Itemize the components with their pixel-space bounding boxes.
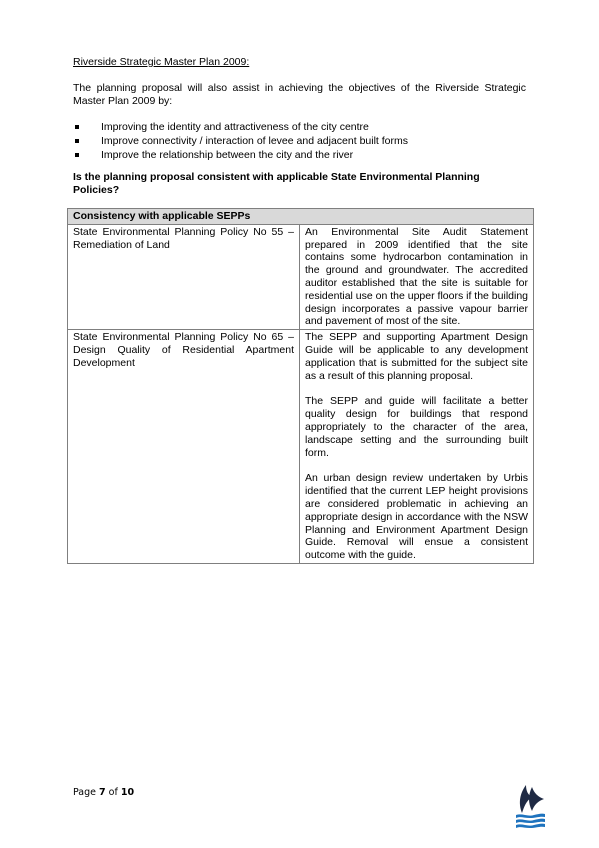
table-row [68, 224, 534, 329]
list-item [73, 148, 526, 162]
bullet-square-icon [75, 125, 79, 129]
comment-paragraph: An urban design review undertaken by Urbis identified that the current LEP height provisions are considered problematic in achieving an appropriate design in accordance with the NSW Planning and Environment Apartment Design Guide. Removal will ensue a consistent outcome with the guide. [305, 472, 529, 562]
objectives-list [73, 120, 526, 162]
table-header-row [68, 209, 534, 225]
list-item [73, 120, 526, 134]
page-number-total: 10 [120, 787, 135, 798]
page-number-current: 7 [99, 787, 106, 798]
footer-separator: of [105, 787, 121, 798]
policy-cell: State Environmental Planning Policy No 55 – Remediation of Land [68, 224, 300, 329]
footer-prefix: Page [73, 787, 100, 798]
list-item-text: Improve connectivity / interaction of levee and adjacent built forms [101, 135, 408, 147]
list-item-text: Improve the relationship between the city and the river [101, 149, 354, 161]
table-row [68, 330, 534, 564]
intro-paragraph: The planning proposal will also assist in achieving the objectives of the Riverside Strategic Master Plan 2009 by: [73, 82, 526, 107]
page-footer [73, 787, 134, 798]
policy-cell: State Environmental Planning Policy No 65 – Design Quality of Residential Apartment Development [68, 330, 300, 564]
bullet-square-icon [75, 139, 79, 143]
comment-paragraph: The SEPP and guide will facilitate a better quality design for buildings that respond appropriately to the character of the area, landscape setting and the surrounding built form. [305, 395, 529, 459]
comment-paragraph: The SEPP and supporting Apartment Design Guide will be applicable to any development application that is submitted for the subject site as a result of this planning proposal. [305, 331, 529, 382]
sepp-consistency-table [67, 208, 534, 564]
bullet-square-icon [75, 153, 79, 157]
question-heading: Is the planning proposal consistent with applicable State Environmental Planning Policies? [73, 171, 480, 196]
comment-cell [300, 224, 534, 329]
comment-cell [300, 330, 534, 564]
table-header: Consistency with applicable SEPPs [68, 209, 534, 225]
section-heading: Riverside Strategic Master Plan 2009: [73, 56, 250, 68]
comment-paragraph: An Environmental Site Audit Statement prepared in 2009 identified that the site contains some hydrocarbon contamination in the ground and groundwater. The accredited auditor established that the site is suitable for residential use on the upper floors if the building design incorporates a passive vapour barrier and pavement of most of the site. [305, 225, 529, 328]
list-item [73, 134, 526, 148]
list-item-text: Improving the identity and attractiveness of the city centre [101, 121, 369, 133]
council-wave-logo-icon [512, 783, 546, 829]
